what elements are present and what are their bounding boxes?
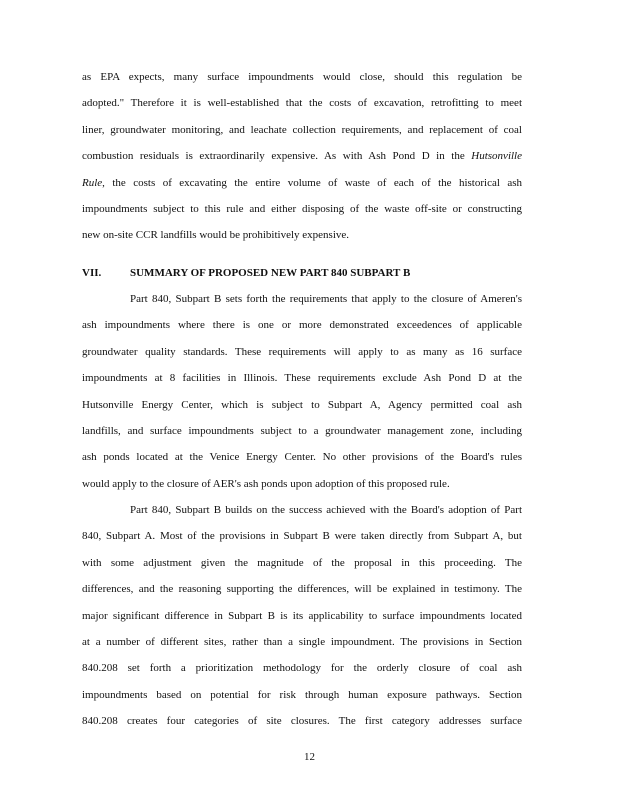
- text-line: would apply to the closure of AER's ash ponds upon adoption of this proposed rule.: [82, 477, 450, 490]
- italic-case-name: Hutsonville: [471, 150, 522, 163]
- paragraph-subpart-b-builds: [82, 497, 522, 735]
- section-heading: [82, 262, 522, 284]
- text-line: with some adjustment given the magnitude of the proposal in this proceeding. The: [82, 556, 522, 569]
- text-line: impoundments based on potential for risk through human exposure pathways. Section: [82, 688, 522, 701]
- text-line: 840.208 set forth a prioritization methodology for the orderly closure of coal ash: [82, 662, 522, 675]
- text-line: as EPA expects, many surface impoundments would close, should this regulation be: [82, 71, 522, 83]
- text-line: impoundments at 8 facilities in Illinois. These requirements exclude Ash Pond D at the: [82, 372, 522, 385]
- text-line: Hutsonville Energy Center, which is subject to Subpart A, Agency permitted coal ash: [82, 398, 522, 411]
- text-line: ash ponds located at the Venice Energy Center. No other provisions of the Board's rules: [82, 451, 522, 464]
- text-line: impoundments subject to this rule and either disposing of the waste off-site or constructing: [82, 202, 522, 215]
- text-line: groundwater quality standards. These requirements will apply to as many as 16 surface: [82, 345, 522, 358]
- text-line: 840.208 creates four categories of site closures. The first category addresses surface: [82, 715, 522, 728]
- text-line: adopted." Therefore it is well-established that the costs of excavation, retrofitting to meet: [82, 97, 522, 110]
- text-line: liner, groundwater monitoring, and leachate collection requirements, and replacement of coal: [82, 123, 522, 136]
- text-line: 840, Subpart A. Most of the provisions in Subpart B were taken directly from Subpart A, but: [82, 530, 522, 543]
- section-number: VII.: [82, 267, 102, 279]
- text-run: , the costs of excavating the entire volume of waste of each of the historical ash: [102, 176, 522, 189]
- text-line: differences, and the reasoning supporting the differences, will be explained in testimony. The: [82, 583, 522, 596]
- section-title: SUMMARY OF PROPOSED NEW PART 840 SUBPART B: [130, 267, 411, 279]
- text-line: [82, 170, 522, 196]
- italic-case-name: Rule: [82, 176, 103, 189]
- text-line: Part 840, Subpart B sets forth the requirements that apply to the closure of Ameren's: [130, 293, 522, 305]
- text-run: combustion residuals is extraordinarily expensive. As with Ash Pond D in the: [82, 150, 472, 163]
- text-line: [82, 143, 522, 169]
- paragraph-subpart-b-summary: [82, 286, 522, 497]
- text-line: major significant difference in Subpart B is its applicability to surface impoundments located: [82, 609, 522, 622]
- text-line: ash impoundments where there is one or more demonstrated exceedences of applicable: [82, 319, 522, 332]
- text-line: new on-site CCR landfills would be prohibitively expensive.: [82, 229, 350, 242]
- text-line: Part 840, Subpart B builds on the success achieved with the Board's adoption of Part: [130, 504, 522, 516]
- paragraph-cost-of-excavation: [82, 64, 522, 249]
- page-number: 12: [304, 751, 315, 763]
- text-line: at a number of different sites, rather than a single impoundment. The provisions in Section: [82, 635, 522, 648]
- text-line: landfills, and surface impoundments subject to a groundwater management zone, including: [82, 424, 522, 437]
